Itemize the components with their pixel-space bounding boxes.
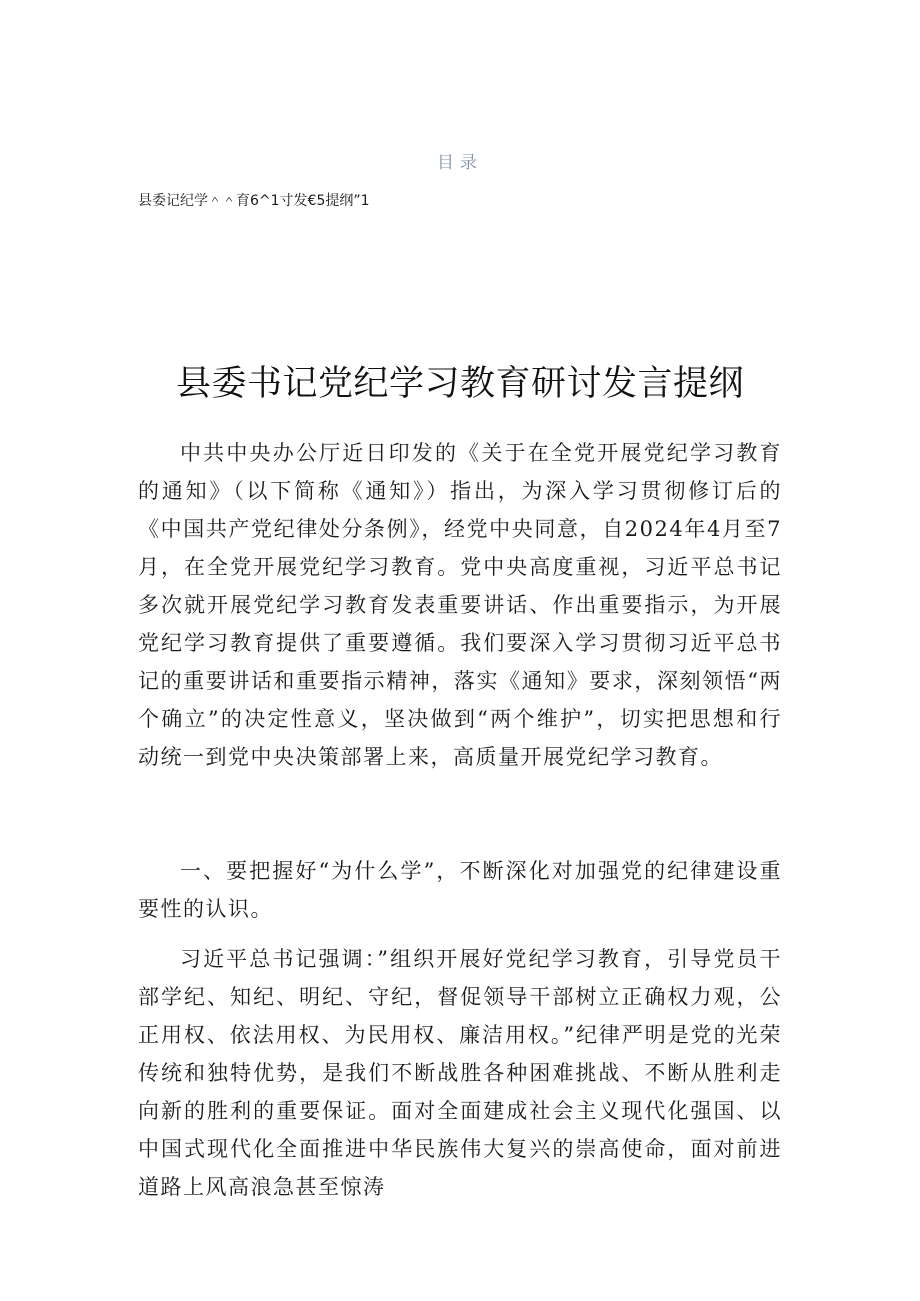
document-title: 县委书记党纪学习教育研讨发言提纲 [175, 364, 744, 404]
body-paragraph: 习近平总书记强调：”组织开展好党纪学习教育，引导党员干部学纪、知纪、明纪、守纪，督促领导干部树立正确权力观，公正用权、依法用权、为民用权、廉洁用权。”纪律严明是党的光荣传统和独特优势，是我们不断战胜各种困难挑战、不断从胜利走向新的胜利的重要保证。面对全面建成社会主义现代化强国、以中国式现代化全面推进中华民族伟大复兴的崇高使命，面对前进道路上风高浪急甚至惊涛 [138, 947, 782, 1199]
toc-entry[interactable]: 县委记纪学＾＾育6^1寸发€5提纲”1 [138, 193, 370, 209]
section-heading-1: 一、要把握好“为什么学”，不断深化对加强党的纪律建设重要性的认识。 [138, 859, 782, 921]
intro-paragraph: 中共中央办公厅近日印发的《关于在全党开展党纪学习教育的通知》（以下简称《通知》）指出，为深入学习贯彻修订后的《中国共产党纪律处分条例》，经党中央同意，自2024年4月至7月，在全党开展党纪学习教育。党中央高度重视，习近平总书记多次就开展党纪学习教育发表重要讲话、作出重要指示，为开展党纪学习教育提供了重要遵循。我们要深入学习贯彻习近平总书记的重要讲话和重要指示精神，落实《通知》要求，深刻领悟“两个确立”的决定性意义，坚决做到“两个维护”，切实把思想和行动统一到党中央决策部署上来，高质量开展党纪学习教育。 [138, 441, 782, 769]
toc-title: 目录 [437, 153, 483, 173]
